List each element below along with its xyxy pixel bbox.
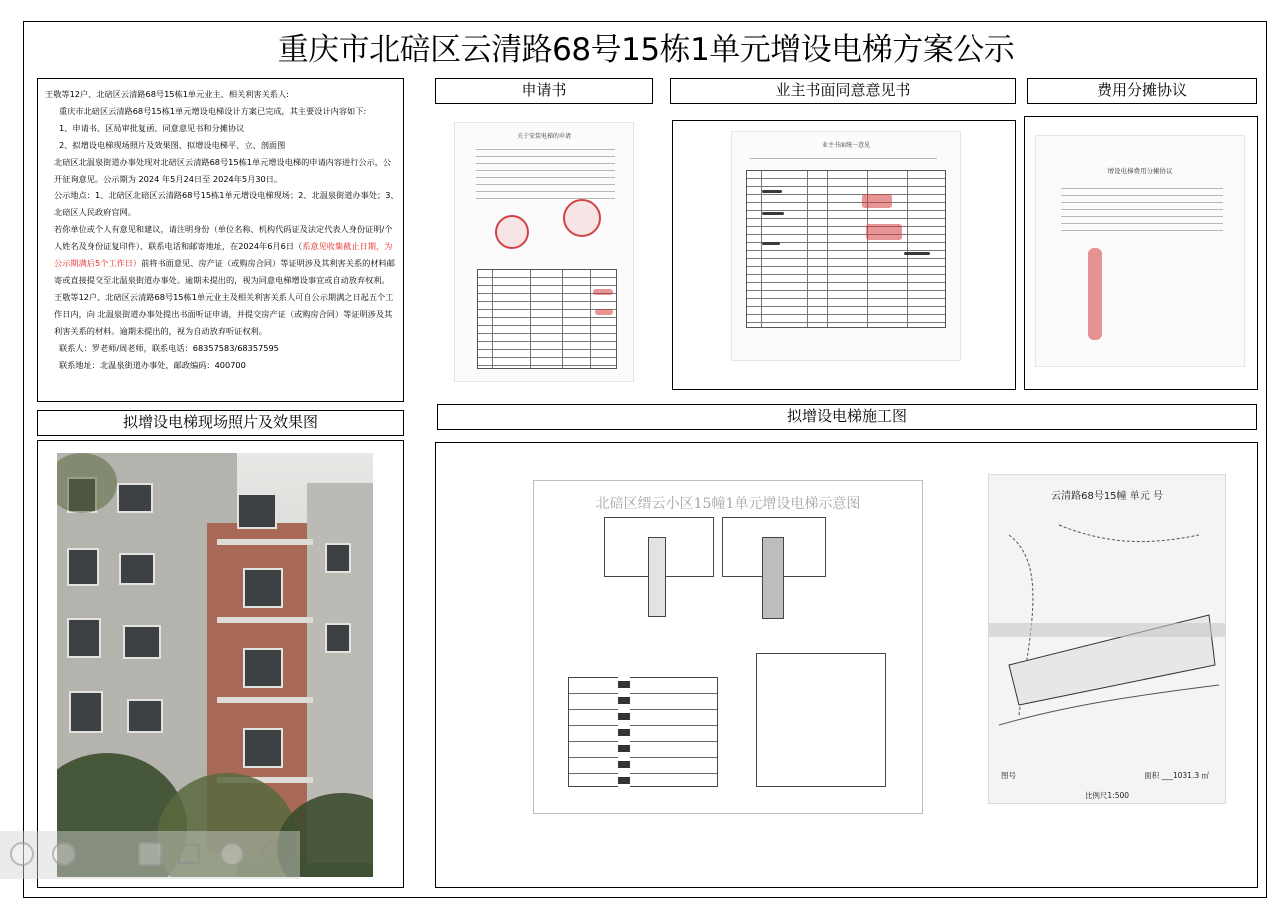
red-signature-mark [595,309,613,315]
play-icon[interactable] [52,842,76,866]
stair-section [618,677,630,787]
handwriting-mark [762,190,782,193]
front-elevation [756,653,886,787]
notice-address: 联系地址：北温泉街道办事处，邮政编码：400700 [59,359,246,370]
cost-document-frame [1024,116,1258,390]
notice-objection [45,221,399,289]
site-plan-drawing[interactable] [988,474,1226,804]
site-plan-number: 图号 [1001,771,1016,780]
construction-label: 拟增设电梯施工图 [437,404,1257,430]
notice-hearing: 王敬等12户、北碚区云清路68号15栋1单元业主及相关利害关系人可自公示期满之日起五个工作日内，向 北温泉街道办事处提出书面听证申请，并提交房产证（或购房合同）等证明涉及其利害关系的材料。逾期未提出的，视为自动放弃听证权利。 [54,291,394,336]
consent-signature-table [746,170,946,328]
consent-document-frame [672,120,1016,390]
site-plan-scale: 比例尺1:500 [1084,791,1130,800]
notice-item-1: 1、申请书、区局审批复函、同意意见书和分摊协议 [59,122,245,133]
cost-heading: 增设电梯费用分摊协议 [1107,167,1173,175]
red-signature-mark [862,194,892,208]
site-plan-lines [989,475,1226,804]
handwriting-mark [762,242,780,245]
red-fingerprint-marks [1088,248,1102,340]
elevator-shaft-plan [648,537,666,617]
notice-text-box [37,78,404,402]
consent-heading: 业主书面统一意见 [821,142,870,149]
consent-label: 业主书面同意意见书 [670,78,1016,104]
application-heading: 关于安装电梯的申请 [516,133,571,140]
page-title: 重庆市北碚区云清路68号15栋1单元增设电梯方案公示 [277,32,1015,68]
notice-salutation: 王敬等12户、北碚区云清路68号15栋1单元业主、相关利害关系人: [45,89,289,99]
consent-document-image[interactable] [731,131,961,361]
collapse-icon[interactable] [259,841,279,861]
schematic-title: 北碚区缙云小区15幢1单元增设电梯示意图 [595,496,861,512]
site-plan-area: 面积 ___1031.3 ㎡ [1144,771,1209,780]
notice-location: 公示地点：1、北碚区北碚区云清路68号15栋1单元增设电梯现场；2、北温泉街道办事处；3、北碚区人民政府官网。 [54,190,399,218]
cost-document-image[interactable] [1035,135,1245,367]
image-viewer-toolbar [0,831,300,879]
notice-period: 北碚区北温泉街道办事处现对北碚区云清路68号15栋1单元增设电梯的申请内容进行公示，公开征询意见。公示期为 2024 年5月24日至 2024年5月30日。 [54,156,392,184]
notice-contact: 联系人：罗老师/周老师，联系电话：68357583/68357595 [59,342,279,353]
document-text-lines [1061,188,1223,237]
notice-item-2: 2、拟增设电梯现场照片及效果图、拟增设电梯平、立、剖面图 [59,139,286,150]
elevator-schematic-drawing[interactable] [533,480,923,814]
expand-icon[interactable] [94,840,119,865]
notice-objection-text: 若你单位或个人有意见和建议，请注明身份（单位名称、机构代码证及法定代表人身份证明/个人姓名及身份证复印件）、联系电话和邮寄地址，在2024年6月6日（ [54,224,393,252]
notice-deadline-highlight: 系意见收集截止日期，为公示期满后5个工作日） [54,241,393,269]
handwriting-mark [762,212,784,215]
signature-table [477,269,617,369]
red-signature-mark [593,289,613,295]
photo-label: 拟增设电梯现场照片及效果图 [37,410,404,436]
fit-icon[interactable] [178,844,200,864]
site-plan-title: 云清路68号15幢 单元 号 [1051,491,1163,502]
document-text-lines [750,158,937,165]
notice-intro: 重庆市北碚区云清路68号15栋1单元增设电梯设计方案已完成，其主要设计内容如下: [59,105,367,116]
section-elevation [568,677,718,787]
cost-sharing-label: 费用分摊协议 [1027,78,1257,104]
notice-objection-text-2: 前将书面意见、房产证（或购房合同）等证明涉及其利害关系的材料邮寄或直接提交至北温泉街道办事处。逾期未提出的，视为同意电梯增设事宜或自动放弃权利。 [54,258,395,285]
zoom-icon[interactable] [138,842,162,866]
building-photo[interactable] [57,453,373,877]
document-text-lines [476,149,615,205]
more-icon[interactable] [220,842,244,866]
prev-icon[interactable] [10,842,34,866]
elevator-shaft-plan [762,537,784,619]
handwriting-mark [904,252,930,255]
application-label: 申请书 [435,78,653,104]
red-seal-icon [563,199,601,237]
application-document-image[interactable] [454,122,634,382]
red-signature-mark [866,224,902,240]
red-seal-icon [495,215,529,249]
